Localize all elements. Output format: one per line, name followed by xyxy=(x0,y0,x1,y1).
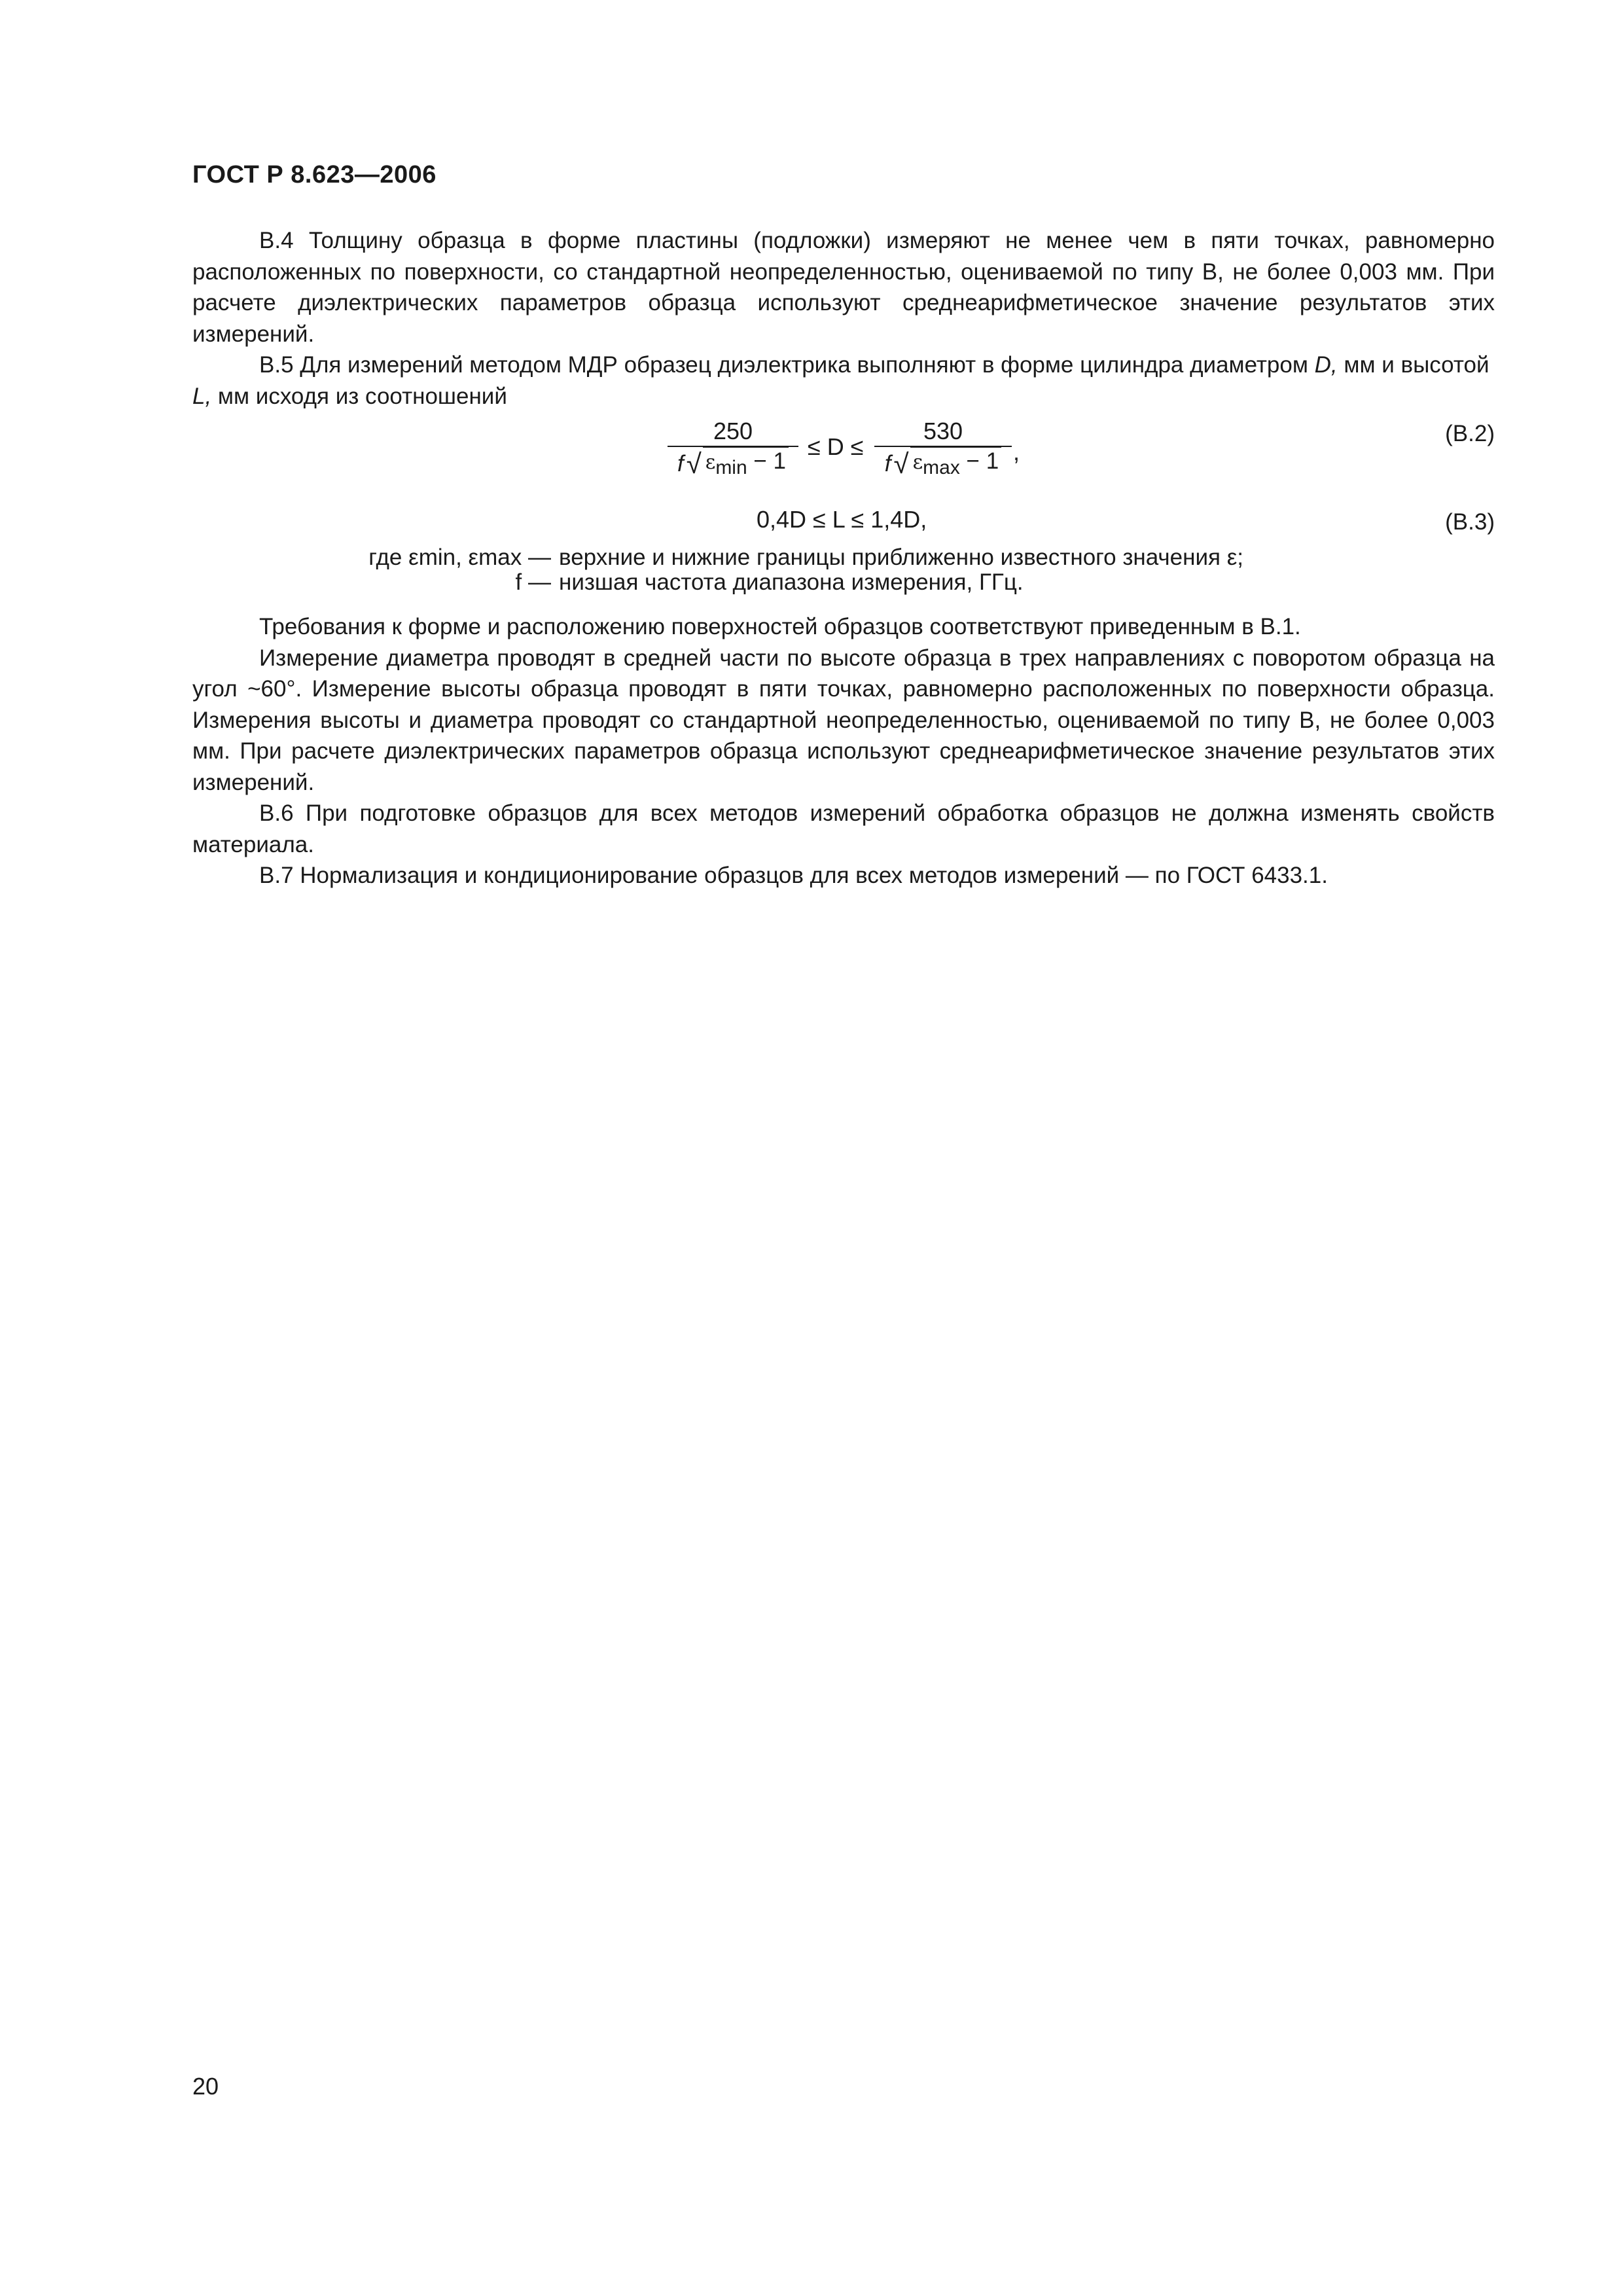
fraction-left-numerator: 250 xyxy=(713,418,753,444)
paragraph-b6: В.6 При подготовке образцов для всех методов измерений обработка образцов не должна изменять свойств материала. xyxy=(192,800,1495,857)
page-number: 20 xyxy=(192,2073,219,2100)
fraction-right-denominator xyxy=(885,447,1001,481)
formula-b3 xyxy=(192,500,1495,542)
definition-desc-epsilon: верхние и нижние границы приближенно известного значения ε; xyxy=(559,545,1244,570)
paragraph-b7: В.7 Нормализация и кондиционирование образцов для всех методов измерений — по ГОСТ 6433.1. xyxy=(259,863,1328,888)
sub-max: max xyxy=(923,457,960,478)
document-header: ГОСТ Р 8.623—2006 xyxy=(192,161,437,188)
var-epsilon: ε xyxy=(912,451,923,474)
formula-b3-expression: 0,4D ≤ L ≤ 1,4D, xyxy=(757,506,927,533)
definition-desc-f: низшая частота диапазона измерения, ГГц. xyxy=(559,569,1024,595)
paragraph-b5 xyxy=(192,350,1495,412)
definition-term-epsilon: где εmin, εmax — xyxy=(368,545,551,570)
definitions-list xyxy=(192,542,1495,602)
formula-b2 xyxy=(192,412,1495,500)
formula-comma: , xyxy=(1013,439,1020,465)
minus-one: − 1 xyxy=(747,448,787,474)
sqrt-sign: √ xyxy=(686,448,702,479)
equation-number-b2: (В.2) xyxy=(1445,421,1495,446)
sqrt-radicand xyxy=(910,446,1002,482)
sub-min: min xyxy=(715,457,747,478)
b5-text-2: мм и высотой xyxy=(1337,352,1489,378)
paragraph-requirements: Требования к форме и расположению поверхностей образцов соответствуют приведенным в В.1. xyxy=(259,614,1301,639)
sqrt-radicand xyxy=(703,446,789,482)
var-f: f xyxy=(677,451,684,476)
b5-text-1: В.5 Для измерений методом МДР образец диэлектрика выполняют в форме цилиндра диаметром xyxy=(259,352,1315,378)
minus-one: − 1 xyxy=(959,448,999,474)
definition-term-f: f — xyxy=(515,569,551,595)
var-f: f xyxy=(884,451,891,476)
equation-number-b3: (В.3) xyxy=(1445,509,1495,535)
paragraph-b4: В.4 Толщину образца в форме пластины (подложки) измеряют не менее чем в пяти точках, равномерно расположенных по поверхности, со стандартной неопределенностью, оцениваемой по типу В, не более 0,003 мм. При расчете диэлектрических параметров образца используют среднеарифметическое значение результатов этих измерений. xyxy=(192,228,1495,347)
paragraph-diameter: Измерение диаметра проводят в средней части по высоте образца в трех направлениях с поворотом образца на угол ~60°. Измерение высоты образца проводят в пяти точках, равномерно расположенных по поверхности образца. Измерения высоты и диаметра проводят со стандартной неопределенностью, оцениваемой по типу В, не более 0,003 мм. При расчете диэлектрических параметров образца используют среднеарифметическое значение результатов этих измерений. xyxy=(192,645,1495,795)
fraction-left-denominator xyxy=(677,447,789,481)
b5-var-d: D, xyxy=(1314,352,1338,378)
fraction-right-numerator: 530 xyxy=(923,418,963,444)
b5-var-l: L, xyxy=(192,383,212,409)
sqrt-sign: √ xyxy=(893,448,909,479)
fraction-left xyxy=(668,417,798,481)
fraction-right xyxy=(874,417,1012,481)
b5-text-3: мм исходя из соотношений xyxy=(211,383,507,409)
var-epsilon: ε xyxy=(705,451,716,474)
relation-le-d-le: ≤ D ≤ xyxy=(808,433,864,460)
document-body xyxy=(192,225,1495,891)
